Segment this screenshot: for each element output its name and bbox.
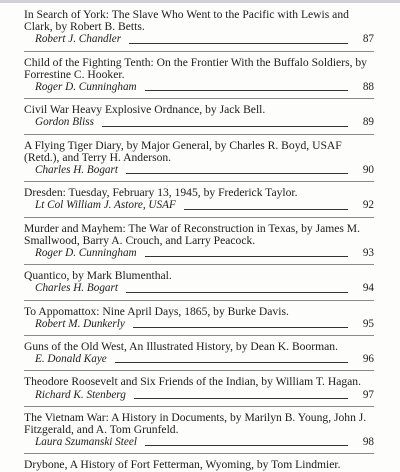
review-entry — [24, 223, 374, 260]
leader-rule — [102, 126, 348, 127]
leader-rule — [145, 90, 348, 91]
reviewer-name: Charles H. Bogart — [35, 164, 118, 177]
page-number: 98 — [362, 436, 374, 449]
book-title: Civil War Heavy Explosive Ordnance, by Jack Bell. — [24, 103, 266, 117]
divider — [24, 134, 374, 135]
review-entry — [24, 57, 374, 94]
reviewer-line — [24, 389, 374, 401]
divider — [24, 335, 374, 336]
review-list — [24, 9, 374, 472]
page-number: 88 — [362, 81, 374, 94]
book-title: A Flying Tiger Diary, by Major General, by Charles R. Boyd, USAF (Retd.), and Terry H. Anderson. — [24, 138, 342, 164]
leader-rule — [115, 362, 348, 363]
reviewer-name: Roger D. Cunningham — [35, 247, 137, 260]
leader-rule — [133, 327, 348, 328]
review-entry — [24, 9, 374, 46]
reviewer-line — [24, 353, 374, 365]
divider — [24, 217, 374, 218]
book-title: To Appomattox: Nine April Days, 1865, by Burke Davis. — [24, 304, 289, 318]
book-title: Dresden: Tuesday, February 13, 1945, by Frederick Taylor. — [24, 186, 298, 200]
page-number: 89 — [362, 116, 374, 129]
reviewer-line — [24, 436, 374, 448]
book-title: The Vietnam War: A History in Documents, by Marilyn B. Young, John J. Fitzgerald, and A. Tom Grunfeld. — [24, 410, 367, 437]
divider — [24, 453, 374, 454]
leader-rule — [184, 209, 348, 210]
divider — [24, 264, 374, 265]
divider — [24, 51, 374, 52]
book-title: Drybone, A History of Fort Fetterman, Wyoming, by Tom Lindmier. — [24, 458, 341, 472]
divider — [24, 98, 374, 99]
leader-rule — [129, 43, 348, 44]
leader-rule — [126, 173, 348, 174]
book-title: Guns of the Old West, An Illustrated History, by Dean K. Boorman. — [24, 340, 338, 354]
review-entry — [24, 412, 374, 449]
page-number: 87 — [362, 33, 374, 46]
leader-rule — [134, 398, 348, 399]
book-title: Quantico, by Mark Blumenthal. — [24, 269, 172, 283]
book-title: In Search of York: The Slave Who Went to the Pacific with Lewis and Clark, by Robert B. Betts. — [24, 8, 349, 34]
reviewer-name: Robert M. Dunkerly — [35, 317, 125, 330]
leader-rule — [145, 445, 348, 446]
review-entry — [24, 270, 374, 294]
leader-rule — [126, 292, 348, 293]
divider — [24, 406, 374, 407]
reviewer-line — [24, 164, 374, 176]
reviewer-line — [24, 199, 374, 211]
page-number: 95 — [362, 317, 374, 330]
divider — [24, 300, 374, 301]
book-title: Theodore Roosevelt and Six Friends of the Indian, by William T. Hagan. — [24, 375, 361, 389]
reviewer-line — [24, 116, 374, 128]
book-title: Child of the Fighting Tenth: On the Frontier With the Buffalo Soldiers, by Forrestine C. Hooker. — [24, 55, 367, 81]
leader-rule — [145, 256, 348, 257]
page-number: 93 — [362, 247, 374, 260]
reviewer-name: Lt Col William J. Astore, USAF — [35, 199, 176, 212]
page-number: 94 — [362, 282, 374, 295]
reviewer-line — [24, 247, 374, 259]
reviewer-name: Roger D. Cunningham — [35, 81, 137, 94]
reviewer-name: Richard K. Stenberg — [35, 388, 126, 401]
review-entry — [24, 306, 374, 330]
review-entry — [24, 104, 374, 128]
review-entry — [24, 140, 374, 177]
reviewer-name: Laura Szumanski Steel — [35, 436, 137, 449]
divider — [24, 181, 374, 182]
page-number: 92 — [362, 199, 374, 212]
reviewer-name: Charles H. Bogart — [35, 282, 118, 295]
review-entry — [24, 341, 374, 365]
reviewer-name: E. Donald Kaye — [35, 353, 107, 366]
review-entry — [24, 187, 374, 211]
reviewer-line — [24, 33, 374, 45]
page-number: 96 — [362, 353, 374, 366]
review-entry — [24, 376, 374, 400]
page-number: 97 — [362, 388, 374, 401]
reviewer-line — [24, 318, 374, 330]
page-number: 90 — [362, 164, 374, 177]
reviewer-name: Gordon Bliss — [35, 116, 94, 129]
reviewer-line — [24, 81, 374, 93]
review-entry — [24, 459, 374, 471]
book-title: Murder and Mayhem: The War of Reconstruction in Texas, by James M. Smallwood, Barry A. Crouch, and Larry Peacock. — [24, 221, 361, 247]
reviewer-name: Robert J. Chandler — [35, 33, 122, 46]
reviewer-line — [24, 282, 374, 294]
divider — [24, 370, 374, 371]
